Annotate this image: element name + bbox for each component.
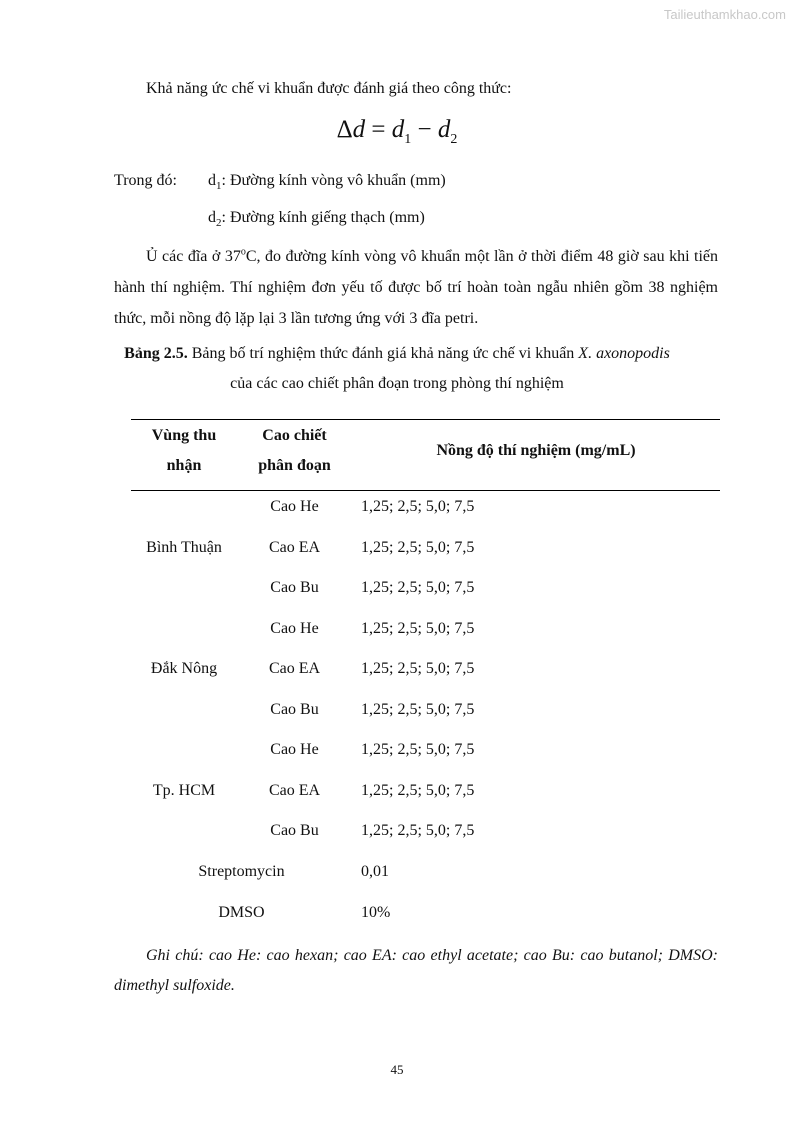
caption-label: Bảng 2.5. bbox=[124, 345, 188, 362]
header-region-line1: Vùng thu bbox=[151, 427, 217, 444]
concentration-cell: 1,25; 2,5; 5,0; 7,5 bbox=[361, 579, 475, 596]
header-region-line2: nhận bbox=[166, 457, 202, 474]
control-concentration-cell: 10% bbox=[361, 904, 391, 921]
region-cell: Đắk Nông bbox=[150, 660, 218, 677]
control-name-cell: Streptomycin bbox=[198, 863, 285, 880]
formula-eq: = bbox=[365, 116, 392, 143]
def-subscript: 2 bbox=[216, 217, 222, 230]
formula-lhs: d bbox=[352, 116, 366, 143]
table-note: Ghi chú: cao He: cao hexan; cao EA: cao ethyl acetate; cao Bu: cao butanol; DMSO: dimethyl sulfoxide. bbox=[114, 947, 718, 994]
paragraph-start: Ủ các đĩa ở 37 bbox=[146, 248, 241, 265]
concentration-cell: 1,25; 2,5; 5,0; 7,5 bbox=[361, 620, 475, 637]
methods-paragraph bbox=[114, 241, 718, 334]
extract-cell: Cao EA bbox=[268, 782, 321, 799]
definition-d1 bbox=[208, 172, 446, 192]
watermark: Tailieuthamkhao.com bbox=[663, 7, 786, 22]
caption-species: X. axonopodis bbox=[578, 345, 670, 362]
extract-cell: Cao Bu bbox=[270, 701, 319, 718]
def-text: : Đường kính vòng vô khuẩn (mm) bbox=[221, 172, 446, 189]
concentration-cell: 1,25; 2,5; 5,0; 7,5 bbox=[361, 660, 475, 677]
control-name-cell: DMSO bbox=[218, 904, 265, 921]
header-region bbox=[131, 421, 237, 481]
table-header-rule bbox=[131, 490, 720, 491]
region-cell: Bình Thuận bbox=[146, 539, 222, 556]
formula-d1-sub: 1 bbox=[404, 132, 412, 147]
control-concentration-cell: 0,01 bbox=[361, 863, 389, 880]
formula-d2: d bbox=[437, 116, 451, 143]
table-top-rule bbox=[131, 419, 720, 420]
concentration-cell: 1,25; 2,5; 5,0; 7,5 bbox=[361, 498, 475, 515]
concentration-cell: 1,25; 2,5; 5,0; 7,5 bbox=[361, 539, 475, 556]
formula-d1: d bbox=[391, 116, 405, 143]
formula bbox=[0, 116, 794, 148]
extract-cell: Cao EA bbox=[268, 660, 321, 677]
definition-d2 bbox=[208, 209, 425, 229]
header-extract-line2: phân đoạn bbox=[258, 457, 331, 474]
def-symbol: d bbox=[208, 209, 216, 226]
region-cell: Tp. HCM bbox=[152, 782, 216, 799]
header-extract-line1: Cao chiết bbox=[262, 427, 327, 444]
where-label: Trong đó: bbox=[114, 172, 177, 189]
extract-cell: Cao He bbox=[270, 620, 319, 637]
extract-cell: Cao He bbox=[270, 741, 319, 758]
page-number: 45 bbox=[390, 1062, 404, 1077]
formula-delta: Δ bbox=[336, 116, 353, 143]
extract-cell: Cao EA bbox=[268, 539, 321, 556]
header-concentration: Nồng độ thí nghiệm (mg/mL) bbox=[436, 442, 636, 459]
degree-superscript: o bbox=[240, 246, 246, 258]
intro-text: Khả năng ức chế vi khuẩn được đánh giá theo công thức: bbox=[146, 80, 512, 97]
extract-cell: Cao He bbox=[270, 498, 319, 515]
extract-cell: Cao Bu bbox=[270, 579, 319, 596]
formula-minus: − bbox=[411, 116, 438, 143]
concentration-cell: 1,25; 2,5; 5,0; 7,5 bbox=[361, 822, 475, 839]
def-subscript: 1 bbox=[216, 180, 222, 193]
concentration-cell: 1,25; 2,5; 5,0; 7,5 bbox=[361, 782, 475, 799]
concentration-cell: 1,25; 2,5; 5,0; 7,5 bbox=[361, 741, 475, 758]
paragraph-rest: C, đo đường kính vòng vô khuẩn một lần ở thời điểm 48 giờ sau khi tiến hành thí nghiệm. Thí nghiệm đơn yếu tố được bố trí hoàn toàn ngẫu nhiên gồm 38 nghiệm thức, mỗi nồng độ lặp lại 3 lần tương ứng với 3 đĩa petri. bbox=[114, 248, 718, 327]
caption-line2: của các cao chiết phân đoạn trong phòng thí nghiệm bbox=[230, 375, 564, 392]
extract-cell: Cao Bu bbox=[270, 822, 319, 839]
header-extract bbox=[237, 421, 352, 481]
formula-d2-sub: 2 bbox=[450, 132, 458, 147]
table-caption bbox=[0, 339, 794, 399]
caption-text: Bảng bố trí nghiệm thức đánh giá khả năng ức chế vi khuẩn bbox=[187, 345, 579, 362]
def-text: : Đường kính giếng thạch (mm) bbox=[221, 209, 425, 226]
def-symbol: d bbox=[208, 172, 216, 189]
concentration-cell: 1,25; 2,5; 5,0; 7,5 bbox=[361, 701, 475, 718]
